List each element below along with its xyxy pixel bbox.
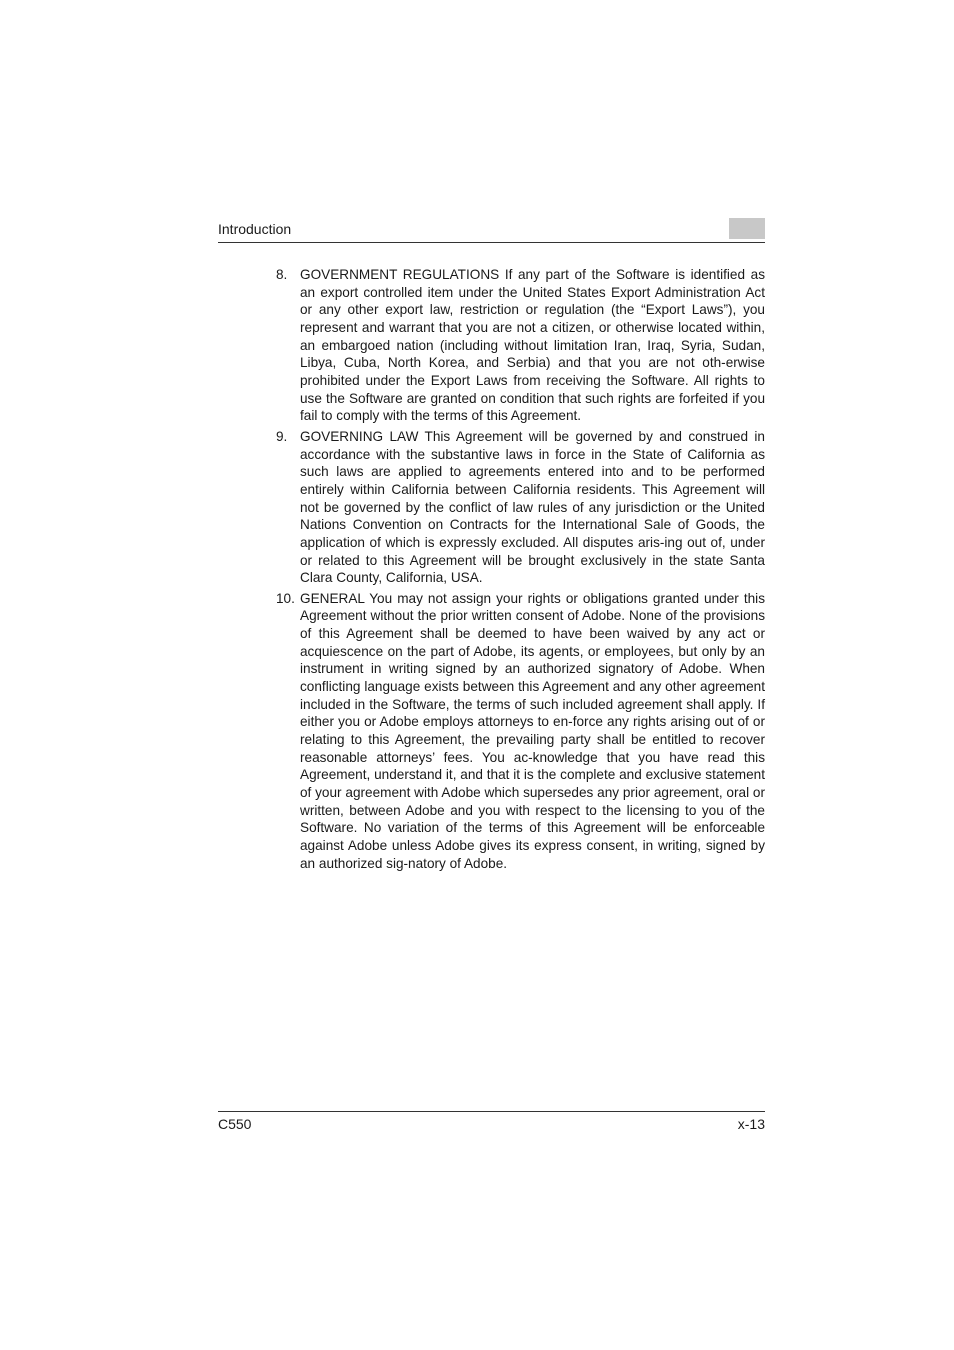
page-number: x-13	[737, 1116, 765, 1132]
list-item	[276, 266, 765, 425]
list-item	[276, 428, 765, 587]
item-number: 8.	[276, 267, 288, 282]
item-number: 10.	[276, 590, 295, 606]
model-name: C550	[218, 1116, 252, 1132]
item-number: 9.	[276, 428, 288, 444]
page-header	[218, 218, 765, 243]
item-text: GOVERNING LAW This Agreement will be governed by and construed in accordance with the substantive laws in force in the State of California as such laws are applied to agreements entered into and to be performed entirely within California between California residents. This Agreement will not be governed by the conflict of law rules of any jurisdiction or the United Nations Convention on Contracts for the International Sale of Goods, the application of which is expressly excluded. All disputes aris-ing out of, under or related to this Agreement will be brought exclusively in the state Santa Clara County, California, USA.	[300, 428, 765, 586]
chapter-tab-marker	[729, 218, 765, 239]
item-text: GENERAL You may not assign your rights or obligations granted under this Agreement without the prior written consent of Adobe. None of the provisions of this Agreement shall be deemed to have been waived by any act or acquiescence on the part of Adobe, its agents, or employees, but only by an instrument in writing signed by an authorized signatory of Adobe. When conflicting language exists between this Agreement and any other agreement included in the Software, the terms of such included agreement shall apply. If either you or Adobe employs attorneys to en-force any rights arising out of or relating to this Agreement, the prevailing party shall be entitled to recover reasonable attorneys’ fees. You ac-knowledge that you have read this Agreement, understand it, and that it is the complete and exclusive statement of your agreement with Adobe which supersedes any prior agreement, oral or written, between Adobe and you with respect to the licensing to you of the Software. No variation of the terms of this Agreement will be enforceable against Adobe unless Adobe gives its express consent, in writing, signed by an authorized sig-natory of Adobe.	[300, 590, 765, 871]
list-item	[276, 590, 765, 873]
section-title: Introduction	[218, 221, 292, 237]
agreement-list	[276, 266, 765, 875]
item-text: GOVERNMENT REGULATIONS If any part of the Software is identified as an export controlled item under the United States Export Administration Act or any other export law, restriction or regulation (the “Export Laws”), you represent and warrant that you are not a citizen, or otherwise located within, an embargoed nation (including without limitation Iran, Iraq, Syria, Sudan, Libya, Cuba, North Korea, and Serbia) and that you are not oth-erwise prohibited under the Export Laws from receiving the Software. All rights to use the Software are granted on condition that such rights are forfeited if you fail to comply with the terms of this Agreement.	[300, 267, 765, 424]
page-footer	[218, 1111, 765, 1132]
